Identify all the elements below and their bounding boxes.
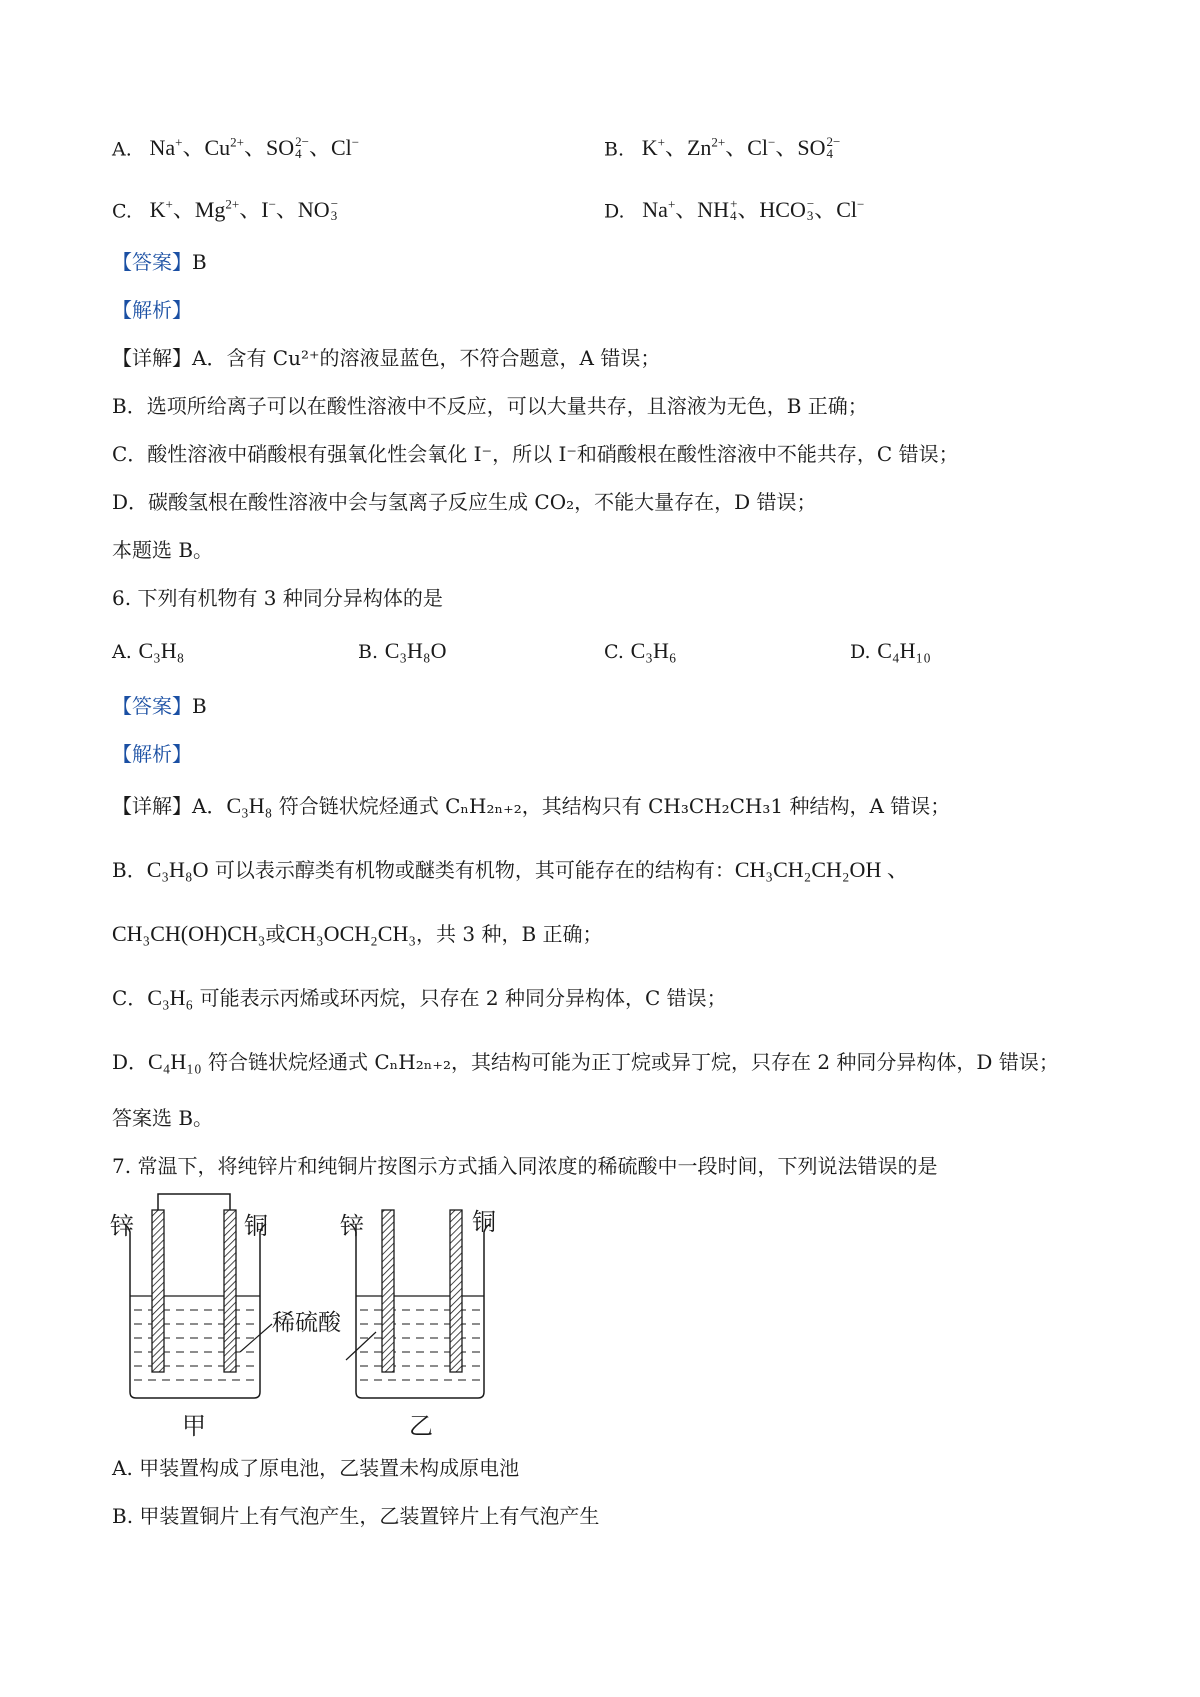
q6-option-c[interactable] (604, 636, 677, 667)
formula: C₄H₁₀ (148, 1049, 202, 1074)
option-label: B. (604, 138, 625, 161)
label-copper-jia: 铜 (244, 1212, 268, 1240)
answer-tag: 【答案】 (112, 694, 192, 718)
beaker-yi (346, 1210, 490, 1398)
answer-value: B (192, 250, 207, 274)
label-copper-yi: 铜 (472, 1208, 496, 1236)
detail-text: ，共 3 种，B 正确； (416, 922, 603, 946)
q5-option-c[interactable] (112, 190, 338, 226)
ion-list: K+、$Mg^{2+}$、I−、NO − 3 (138, 196, 339, 224)
detail-prefix: A． (192, 794, 227, 818)
q6-detail-d (112, 1048, 1059, 1076)
label-jia: 甲 (182, 1412, 206, 1440)
option-label: C. (112, 200, 132, 223)
q5-answer (112, 248, 207, 276)
q5-option-d[interactable] (604, 190, 864, 226)
answer-value: B (192, 694, 207, 718)
ion-list: Na+、NH + 4 、HCO − 3 、Cl− (631, 196, 865, 224)
detail-text: 符合链状烷烃通式 CₙH₂ₙ₊₂，其结构只有 CH₃CH₂CH₃1 种结构，A 错误； (278, 794, 951, 818)
label-yi: 乙 (409, 1412, 433, 1440)
option-formula: C₃H₆ (630, 638, 677, 663)
q5-option-b[interactable] (604, 128, 840, 164)
label-zinc-yi: 锌 (340, 1212, 364, 1240)
q5-detail-c: C．酸性溶液中硝酸根有强氧化性会氧化 I⁻，所以 I⁻和硝酸根在酸性溶液中不能共存，C 错误； (112, 442, 959, 466)
q6-conclusion: 答案选 B。 (112, 1106, 214, 1130)
q6-detail-b (112, 856, 909, 884)
detail-prefix: B． (112, 858, 147, 882)
q6-detail-c (112, 984, 727, 1012)
formula: C₃H₈O (146, 857, 209, 882)
detail-text: A．含有 Cu²⁺的溶液显蓝色，不符合题意，A 错误； (192, 346, 661, 370)
option-label: B. (358, 641, 379, 663)
option-label: C. (604, 641, 624, 663)
detail-tag: 【详解】 (112, 346, 192, 370)
option-label: D. (850, 641, 871, 663)
detail-text: 符合链状烷烃通式 CₙH₂ₙ₊₂，其结构可能为正丁烷或异丁烷，只存在 2 种同分异构体，D 错误； (207, 1050, 1059, 1074)
q6-detail-b-cont (112, 920, 603, 948)
option-formula: C₄H₁₀ (877, 638, 931, 663)
ion-list: K+、$Zn^{2+}$、Cl−、SO 2− 4 (630, 134, 841, 162)
structure-3: CH₃OCH₂CH₃ (285, 921, 417, 946)
q6-option-d[interactable] (850, 636, 931, 667)
label-dilute-sulfuric-acid: 稀硫酸 (272, 1310, 341, 1336)
option-label: A. (112, 641, 132, 663)
formula: C₃H₈ (226, 793, 273, 818)
label-zinc-jia: 锌 (110, 1212, 134, 1240)
structure-2: CH₃CH(OH)CH₃ (112, 921, 266, 946)
q6-analysis-tag (112, 740, 192, 768)
q6-detail-a (112, 792, 950, 820)
ion-list: Na+、$Cu^{2+}$、SO 2− 4 、Cl− (138, 134, 360, 162)
detail-text: 可以表示醇类有机物或醚类有机物，其可能存在的结构有： (214, 858, 735, 882)
galvanic-cell-figure (112, 1192, 542, 1446)
q5-option-a[interactable] (112, 128, 359, 164)
detail-tag: 【详解】 (112, 794, 192, 818)
formula: C₃H₆ (147, 985, 194, 1010)
option-formula: C₃H₈O (384, 638, 447, 663)
q5-detail-d: D．碳酸氢根在酸性溶液中会与氢离子反应生成 CO₂，不能大量存在，D 错误； (112, 490, 817, 514)
q7-option-a[interactable]: A. 甲装置构成了原电池，乙装置未构成原电池 (112, 1456, 520, 1480)
option-label: D. (604, 200, 625, 223)
detail-prefix: C． (112, 986, 148, 1010)
or-text: 或 (265, 922, 286, 946)
q5-analysis-tag (112, 296, 192, 324)
option-label: A. (112, 138, 132, 161)
q5-detail-a (112, 344, 660, 372)
detail-prefix: D． (112, 1050, 149, 1074)
q6-option-a[interactable] (112, 636, 184, 667)
q5-detail-b: B．选项所给离子可以在酸性溶液中不反应，可以大量共存，且溶液为无色，B 正确； (112, 394, 868, 418)
q6-answer (112, 692, 207, 720)
q7-stem: 7. 常温下，将纯锌片和纯铜片按图示方式插入同浓度的稀硫酸中一段时间，下列说法错误的是 (112, 1154, 938, 1178)
detail-text: 可能表示丙烯或环丙烷，只存在 2 种同分异构体，C 错误； (199, 986, 727, 1010)
answer-tag: 【答案】 (112, 250, 192, 274)
q5-conclusion: 本题选 B。 (112, 538, 214, 562)
q7-option-b[interactable]: B. 甲装置铜片上有气泡产生，乙装置锌片上有气泡产生 (112, 1504, 600, 1528)
analysis-tag: 【解析】 (112, 298, 192, 322)
structure-1: CH₃CH₂CH₂OH 、 (734, 857, 909, 882)
wire (158, 1194, 230, 1210)
q6-option-b[interactable] (358, 636, 447, 667)
analysis-tag: 【解析】 (112, 742, 192, 766)
q6-stem: 6. 下列有机物有 3 种同分异构体的是 (112, 586, 443, 610)
option-formula: C₃H₈ (138, 638, 185, 663)
